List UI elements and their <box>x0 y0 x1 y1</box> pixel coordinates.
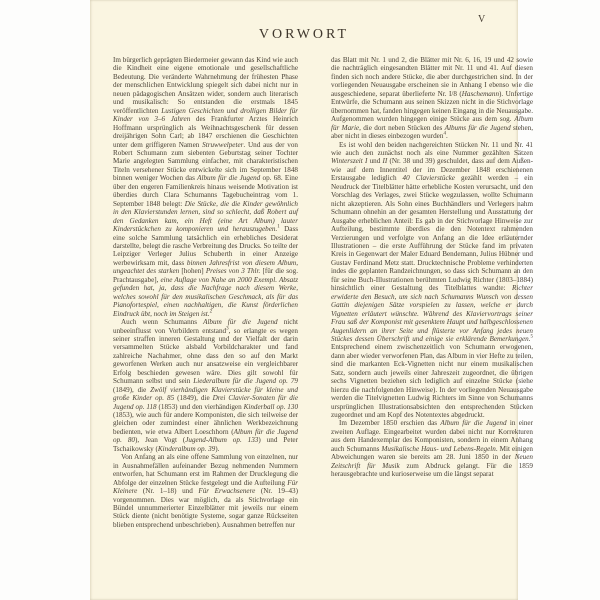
text-run: Lustigen Geschichten und drolligen Bilder für Kinder von 3–6 Jahren <box>113 106 298 124</box>
text-run: eine Auflage von Nahe an 2000 Exempl. Absatz gefunden hat, ja, dass die Nachfrage nach diesem Werke, welches sowohl für den musikalischen Geschmack, als für das Pianofortespiel, einen nachhaltigen, die Kunst förderlichen Eindruck übt, noch im Steigen ist. <box>113 275 298 318</box>
text-run: Richter erwiderte den Besuch, um sich nach Schumanns Wunsch von dessen Gattin diejenigen Sätze vorspielen zu lassen, welche er durch Vignetten erläutert wünschte. Während des Klaviervortrags seiner Frau saß der Komponist mit gesenktem Haupt und halbgeschlossenen Augenlidern an ihrer Seite und flüsterte vor Anfang jedes neuen Stückes dessen Überschrift und einige sie erklärende Bemerkungen. <box>331 284 533 343</box>
paragraph <box>113 318 298 453</box>
text-run: nicht unbeeinflusst von Vorbildern entstand <box>113 318 298 335</box>
book-page <box>90 0 534 600</box>
text-run: 40 Clavierstücke <box>402 174 455 183</box>
text-run: gezählt werden – ein Neudruck der Titelblätter hätte erhebliche Kosten verursacht, und den Vorschlag des Verlages, zwei Stücke wegzulassen, wollte Schumann nicht akzeptieren. Als Sohn eines Buchhändlers und Verlegers nahm Schumann ohnehin an der gesamten Herstellung und Ausstattung der Ausgabe erheblichen Anteil: Es gab in der Stichvorlage Hinweise zur Aufteilung, bestimmte überdies die den Notentext rahmenden Verzierungen und verfolgte von Anfang an die Idee erläuternder Illustrationen – die erste Aufführung der Stücke fand im privaten Kreis in Gegenwart der Maler Eduard Bendemann, Julius Hübner und Gustav Ferdinand Metz statt. Drucktechnische Probleme verhinderten indes die geplanten Randzeichnungen, so dass sich Schumann an den für seine Buch-Illustrationen berühmten Ludwig Richter (1803–1884) hinsichtlich einer Gestaltung des Titelblattes wandte: <box>331 174 534 293</box>
text-run: Albums für die Jugend <box>444 123 511 132</box>
text-run: Dass eine solche Sammlung tatsächlich ein erhebliches Desiderat darstellte, belegt die rasche Verbreitung des Drucks. So teilte der Leipziger Verleger Julius Schuberth in einer Anzeige werbewirksam mit, dass <box>113 225 299 267</box>
text-run: Album für die Jugend <box>203 318 278 327</box>
text-run: Liederalbum für die Jugend op. 79 <box>193 377 299 386</box>
text-run: Album für Marie <box>331 115 533 132</box>
text-run: Für Erwachsenere <box>198 487 256 496</box>
text-run: Zwölf vierhändigen Klavierstücke für kleine und große Kinder op. 85 <box>113 385 298 403</box>
text-run: Musikalische Haus- und Lebens-Regeln <box>381 444 496 453</box>
footnote-marker: 1 <box>277 224 280 230</box>
text-run: (Nr. 38 und 39) geschuldet, dass auf dem Außen- wie auf dem Innentitel der im Dezember 1848 erschienenen Erstausgabe lediglich <box>331 157 533 183</box>
text-run: Preises von 3 Thlr. <box>205 267 263 276</box>
text-run: Drei Clavier-Sonaten für die Jugend op. 118 <box>113 394 298 411</box>
text-run: stehen, aber nicht in dieses einbezogen wurden <box>331 123 533 141</box>
text-run: Die Stücke, die die Kinder gewöhnlich in den Klavierstunden lernen, sind so schlecht, daß Robert auf den Gedanken kam, ein Heft (eine Art Album) lauter Kinderstückchen zu komponieren und herauszugeben. <box>113 199 299 234</box>
text-run: Kinderalbum op. 39 <box>157 444 216 453</box>
text-column-right <box>331 56 533 479</box>
page-number: V <box>478 14 486 25</box>
text-run: (1849), die <box>113 385 151 394</box>
text-run: Es ist wohl den beiden nachgereichten Stücken Nr. 11 und Nr. 41 wie auch den zunächst noch als eine Nummer gezählten Sätzen <box>331 140 533 157</box>
text-run: (1853), wie auch für andere Komponisten, die sich teilweise der gleichen oder zumindest einer ähnlichen Werkbezeichnung bedienten, wie etwa Albert Loeschhorn ( <box>113 411 298 436</box>
scan-margin-left <box>0 0 90 600</box>
text-run: Entsprechend einem zwischenzeitlich von Schumann erwogenen, dann aber wieder verworfenen Plan, das Album in vier Hefte zu teilen, sind die markanten Eck-Vignetten nicht nur einem musikalischen Satz, sondern auch jeweils einer Jahreszeit zugeordnet, die übrigen sechs Vignetten beziehen sich lediglich auf einzelne Stücke (siehe hierzu die nachfolgenden Hinweise). In der vorliegenden Neuausgabe werden die Titelvignetten Ludwig Richters im Sinne von Schumanns ursprünglichen Illustrationsabsichten den entsprechenden Stücken zugeordnet und am Kopf des Notentextes abgedruckt. <box>331 343 533 420</box>
text-run: Haschemann <box>461 89 500 98</box>
text-run: binnen Jahresfrist von diesem Album, ungeachtet des starken <box>113 258 298 276</box>
text-run: ). Unfertige Entwürfe, die Schumann aus seinen Skizzen nicht in die Stichvorlage übernommen hat, fanden hingegen keinen Eingang in die Neuausgabe. Aufgenommen wurden hingegen einige Stücke aus dem sog. <box>331 89 533 124</box>
text-run: und <box>367 157 383 166</box>
text-run: , die dort neben Stücken des <box>359 123 445 132</box>
text-run: Album für die Jugend <box>197 174 261 183</box>
text-run: II <box>382 157 388 166</box>
text-run: Jugend-Album op. 133 <box>185 436 259 445</box>
text-run: . <box>445 132 448 141</box>
text-run: ), Jean Vogt ( <box>135 436 186 445</box>
text-run: Auch wenn Schumanns <box>121 318 204 327</box>
paragraph <box>331 56 533 141</box>
footnote-marker: 3 <box>226 326 229 332</box>
footnote-marker: 4 <box>443 131 446 137</box>
text-run: in einer zweiten Auflage. Eingearbeitet wurden dabei nicht nur Korrekturen aus dem Handexemplar des Komponisten, sondern in einem Anhang auch Schumanns <box>331 419 533 453</box>
text-run: zum Abdruck gelangt. Für die 1859 herausgebrachte und kurioserweise um die längst separat <box>331 461 533 479</box>
text-run: Struwwelpeter <box>202 140 244 149</box>
text-run: Winterszeit I <box>331 157 368 166</box>
text-run: des Frankfurter Arztes Heinrich Hoffmann ursprünglich als Weihnachtsgeschenk für dessen dreijährigen Sohn Carl; ab 1847 erschienen die Geschichten unter dem griffigeren Namen <box>113 115 299 149</box>
text-run: ). <box>215 444 220 453</box>
paragraph <box>331 141 533 420</box>
text-run: , so erlangte es wegen seiner straffen inneren Gestaltung und der Vielfalt der darin versammelten Stücke alsbald Vorbildcharakter und fand zahlreiche Nachahmer, ohne dass den so auf den Markt geworfenen Werken auch nur ansatzweise ein vergleichbarer Erfolg beschieden gewesen wäre. Dies gilt sowohl für Schumann selbst und sein <box>113 326 298 386</box>
text-run: Neuen Zeitschrift für Musik <box>331 453 533 470</box>
page-title: VORWORT <box>258 27 350 42</box>
text-run: ) und Peter Tschaikowsky ( <box>113 436 298 453</box>
text-run: [für die sog. Prachtausgabe], <box>113 267 298 284</box>
paragraph <box>113 56 298 318</box>
paragraph <box>331 419 533 478</box>
footnote-marker: 2 <box>209 309 213 315</box>
text-run: Kinderball op. 130 <box>243 402 299 411</box>
text-run: Im bürgerlich geprägten Biedermeier gewann das Kind wie auch die Kindheit eine eigene emotionale und gesellschaftliche Bedeutung. Die veränderte Wahrnehmung der frühesten Phase der menschlichen Entwicklung spiegelt sich dabei nicht nur in neuen pädagogischen Ansätzen wider, sondern auch literarisch und musikalisch: So entstanden die erstmals 1845 veröffentlichten <box>113 56 298 115</box>
paragraph <box>113 453 298 529</box>
text-run: [hohen] <box>181 267 206 276</box>
text-run: (1849), die <box>174 394 213 403</box>
text-run: das Blatt mit Nr. 1 und 2, die Blätter mit Nr. 6, 16, 19 und 42 sowie die nachträglich eingesandten Blätter mit Nr. 11 und 41. Auf diesen finden sich noch andere Stücke, die aber durchgestrichen sind. In der vorliegenden Neuausgabe erscheinen sie in Anhang I ebenso wie die ausgeschiedene, separat überlieferte Nr. I/8 ( <box>331 56 533 98</box>
text-column-left <box>113 56 298 529</box>
text-run: (Nr. 19–43) vorgenommen. Dies war möglich, da als Stichvorlage ein Bündel unnummerierter Einzelblätter mit jeweils nur einem Stück diente (nicht benötigte Systeme, sogar ganze Rückseiten blieben entsprechend unbeschrieben). Ausnahmen betreffen nur <box>113 487 298 529</box>
text-run: . Mit einigen Abweichungen waren sie bereits am 28. Juni 1850 in der <box>331 444 533 462</box>
text-run: Von Anfang an als eine offene Sammlung von einzelnen, nur in Ausnahmefällen aufeinander Bezug nehmenden Nummern entworfen, hat Schumann erst im Rahmen der Drucklegung die Abfolge der einzelnen Stücke festgelegt und die Aufteilung <box>113 453 298 487</box>
text-run: Für Kleinere <box>113 478 298 496</box>
footnote-marker: 5 <box>530 334 533 340</box>
text-run: . Und aus der von Robert Schumann zum siebenten Geburtstag seiner Tochter Marie angelegten Sammlung einfacher, mit charakteristischen Titeln versehener Stücke entwickelte sich im September 1848 binnen weniger Wochen das <box>113 140 298 183</box>
text-run: op. 68. Eine über den engeren Familienkreis hinaus weisende Motivation ist überdies durch Clara Schumanns Tagebucheintrag vom 1. September 1848 belegt: <box>113 174 298 208</box>
text-run: Album für die Jugend op. 80 <box>113 427 298 445</box>
text-run: Im Dezember 1850 erschien das <box>339 419 441 428</box>
text-run: (Nr. 1–18) und <box>137 487 199 496</box>
text-run: (1853) und den vierhändigen <box>156 402 244 411</box>
text-run: Album für die Jugend <box>440 419 507 428</box>
